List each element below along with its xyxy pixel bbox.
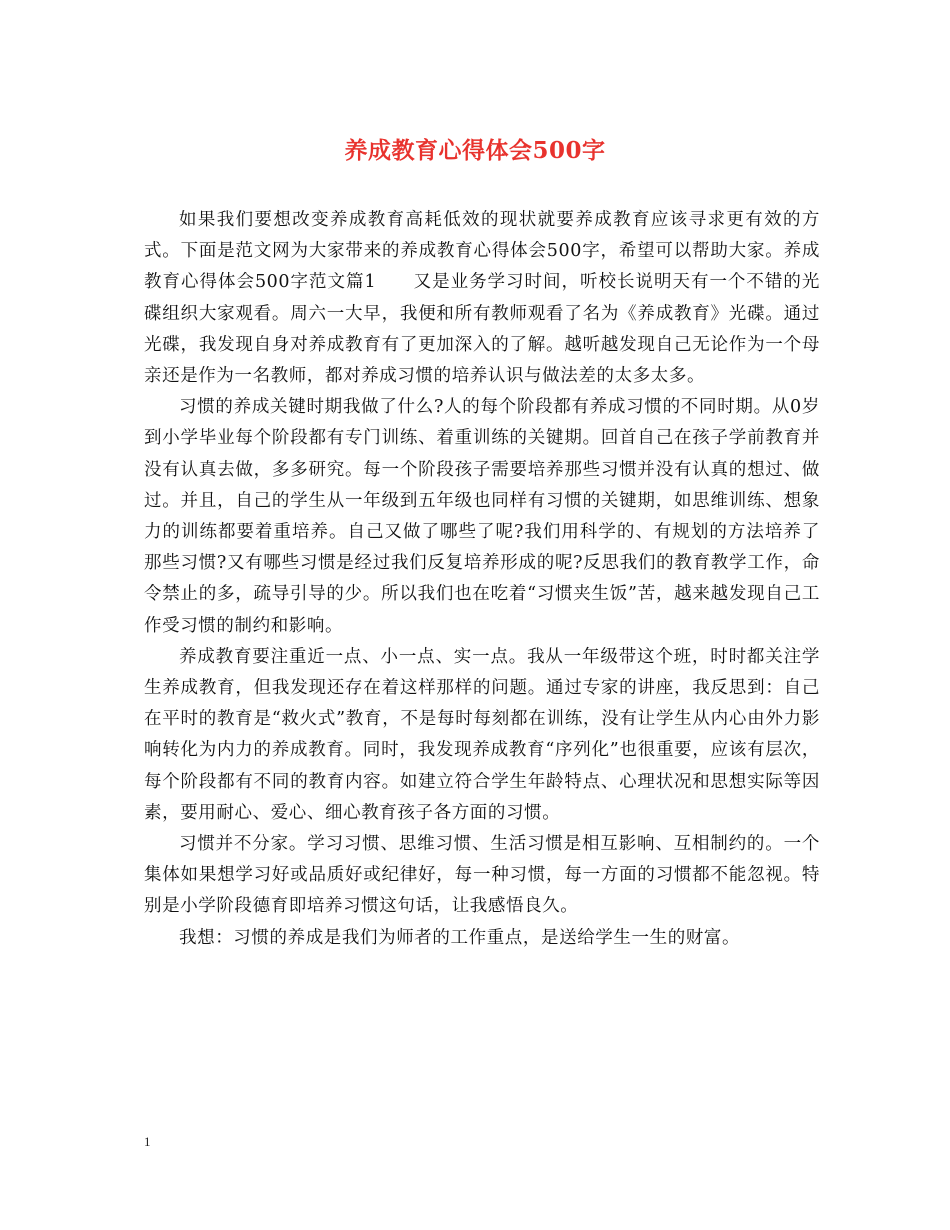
paragraph-5: 我想：习惯的养成是我们为师者的工作重点，是送给学生一生的财富。	[179, 927, 741, 948]
paragraph-4: 习惯并不分家。学习习惯、思维习惯、生活习惯是相互影响、互相制约的。一个集体如果想学习好或品质好或纪律好，每一种习惯，每一方面的习惯都不能忽视。特别是小学阶段德育即培养习惯这句话，让我感悟良久。	[144, 834, 820, 917]
paragraph-1: 如果我们要想改变养成教育高耗低效的现状就要养成教育应该寻求更有效的方式。下面是范文网为大家带来的养成教育心得体会500字，希望可以帮助大家。养成教育心得体会500字范文篇1 又是业务学习时间，听校长说明天有一个不错的光碟组织大家观看。周六一大早，我便和所有教师观看了名为《养成教育》光碟。通过光碟，我发现自身对养成教育有了更加深入的了解。越听越发现自己无论作为一个母亲还是作为一名教师，都对养成习惯的培养认识与做法差的太多太多。	[144, 210, 820, 387]
document-title: 养成教育心得体会500字	[344, 137, 606, 164]
document-body	[144, 205, 820, 954]
page-number: 1	[144, 1134, 151, 1149]
paragraph-2: 习惯的养成关键时期我做了什么?人的每个阶段都有养成习惯的不同时期。从0岁到小学毕业每个阶段都有专门训练、着重训练的关键期。回首自己在孩子学前教育并没有认真去做，多多研究。每一个阶段孩子需要培养那些习惯并没有认真的想过、做过。并且，自己的学生从一年级到五年级也同样有习惯的关键期，如思维训练、想象力的训练都要着重培养。自己又做了哪些了呢?我们用科学的、有规划的方法培养了那些习惯?又有哪些习惯是经过我们反复培养形成的呢?反思我们的教育教学工作，命令禁止的多，疏导引导的少。所以我们也在吃着“习惯夹生饭”苦，越来越发现自己工作受习惯的制约和影响。	[144, 397, 820, 636]
paragraph-3: 养成教育要注重近一点、小一点、实一点。我从一年级带这个班，时时都关注学生养成教育，但我发现还存在着这样那样的问题。通过专家的讲座，我反思到：自己在平时的教育是“救火式”教育，不是每时每刻都在训练，没有让学生从内心由外力影响转化为内力的养成教育。同时，我发现养成教育“序列化”也很重要，应该有层次，每个阶段都有不同的教育内容。如建立符合学生年龄特点、心理状况和思想实际等因素，要用耐心、爱心、细心教育孩子各方面的习惯。	[144, 646, 820, 823]
